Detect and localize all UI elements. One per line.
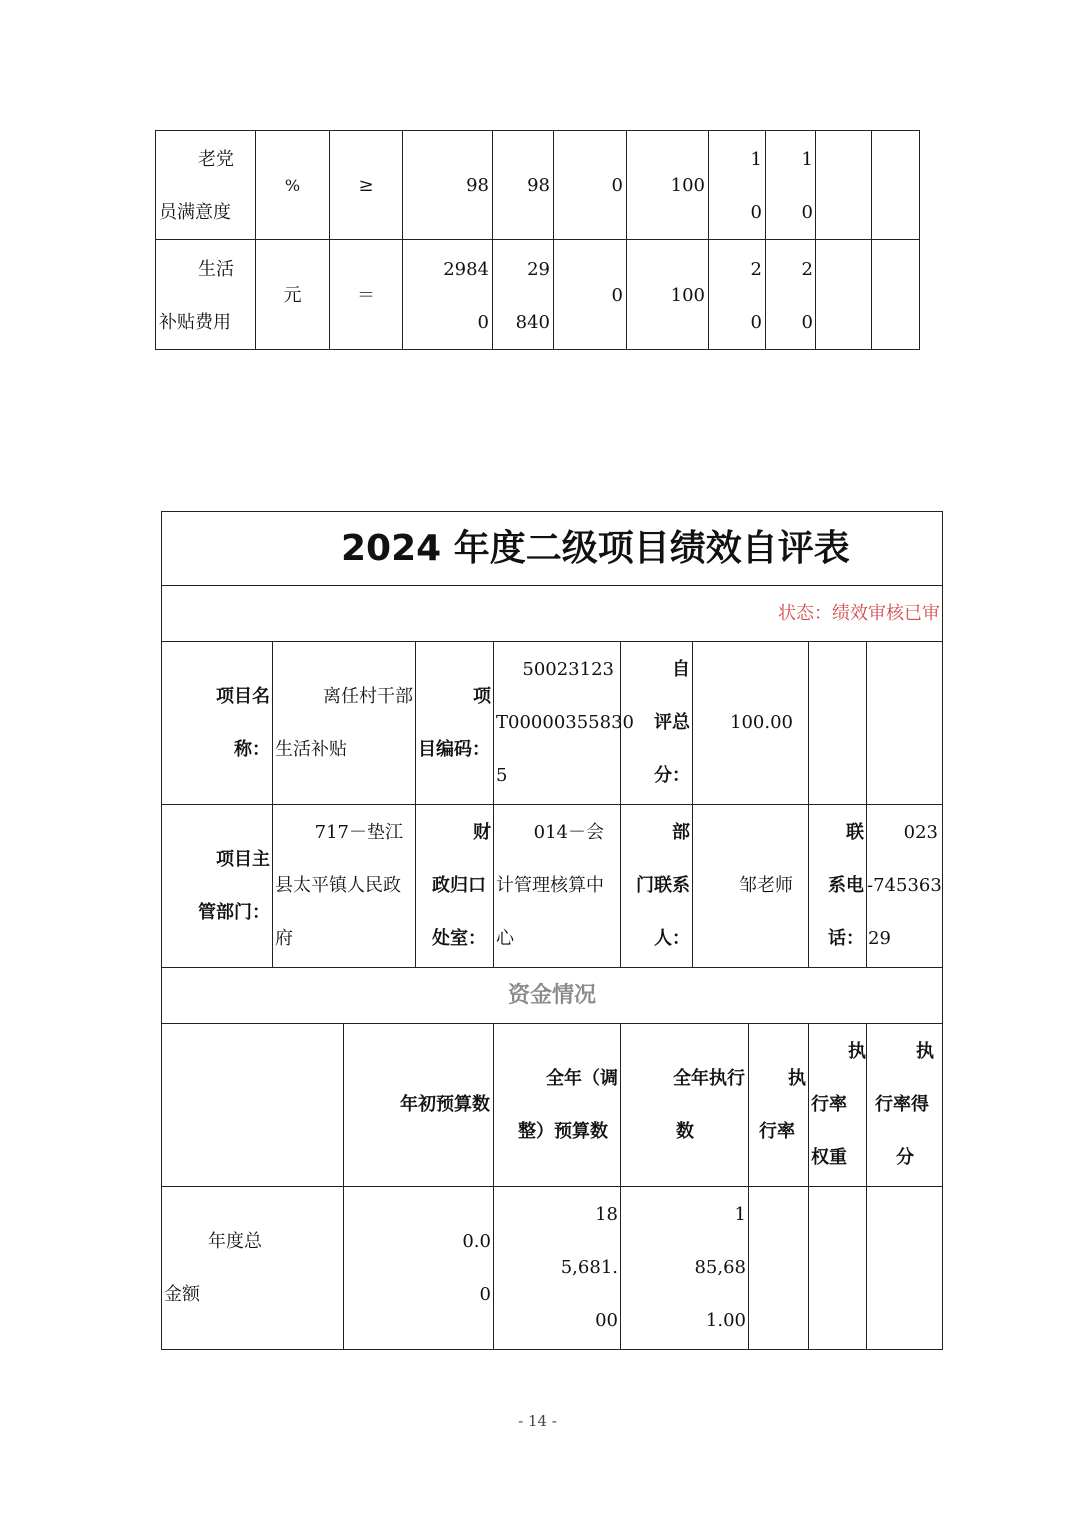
indicator-name-line: 生活 (198, 259, 234, 280)
indicator-col8: 2 (750, 259, 762, 280)
finance-office-value: 014－会 (533, 822, 604, 843)
project-code-label: 目编码： (418, 739, 490, 760)
indicator-col8: 0 (750, 312, 762, 333)
project-code-label: 项 (473, 686, 491, 707)
adjusted-budget-value: 00 (595, 1310, 618, 1331)
indicator-actual: 98 (527, 175, 550, 196)
indicator-actual: 29 (527, 259, 550, 280)
indicator-col8: 1 (750, 149, 762, 170)
indicator-target: 98 (466, 175, 489, 196)
adjusted-budget-value: 18 (595, 1204, 618, 1225)
contact-label: 门联系 (636, 875, 690, 896)
indicator-col9: 2 (801, 259, 813, 280)
phone-label: 联 (846, 822, 864, 843)
funds-section-heading: 资金情况 (507, 983, 596, 1008)
project-name-value: 离任村干部 (323, 686, 413, 707)
executed-header: 数 (676, 1121, 694, 1142)
indicator-unit: 元 (283, 285, 302, 306)
initial-budget-value: 0.0 (462, 1231, 491, 1252)
indicator-col6: 0 (611, 285, 623, 306)
annual-total-label: 金额 (164, 1284, 200, 1305)
dept-value: 府 (275, 928, 293, 949)
indicator-actual: 840 (515, 312, 550, 333)
exec-rate-header: 执 (788, 1068, 806, 1089)
executed-header: 全年执行 (673, 1068, 745, 1089)
phone-label: 系电 (828, 875, 864, 896)
adjusted-budget-header: 全年（调 (546, 1068, 618, 1089)
project-code-value: 5 (496, 765, 508, 786)
indicator-table-row-divider (155, 239, 920, 240)
phone-value: 023 (903, 822, 938, 843)
executed-value: 1 (734, 1204, 746, 1225)
page-number: - 14 - (518, 1412, 557, 1430)
adjusted-budget-value: 5,681. (560, 1257, 618, 1278)
self-score-label: 评总 (654, 712, 690, 733)
project-name-label: 称： (234, 739, 270, 760)
phone-label: 话： (828, 928, 864, 949)
indicator-col7: 100 (670, 175, 705, 196)
initial-budget-value: 0 (479, 1284, 491, 1305)
finance-office-label: 财 (473, 822, 491, 843)
rate-score-header: 执 (916, 1041, 934, 1062)
indicator-name-line: 老党 (198, 149, 234, 170)
finance-office-label: 处室： (432, 928, 486, 949)
contact-label: 部 (672, 822, 690, 843)
dept-label: 项目主 (216, 849, 270, 870)
indicator-name-line: 补贴费用 (159, 312, 231, 333)
finance-office-label: 政归口 (432, 875, 486, 896)
self-score-value: 100.00 (730, 712, 793, 733)
indicator-col6: 0 (611, 175, 623, 196)
indicator-operator: ＝ (357, 285, 375, 306)
self-score-label: 自 (672, 659, 690, 680)
project-name-value: 生活补贴 (275, 739, 347, 760)
status-text: 状态：绩效审核已审 (778, 603, 940, 624)
rate-score-header: 分 (896, 1147, 914, 1168)
rate-weight-header: 执 (848, 1041, 866, 1062)
project-code-value: 50023123 (522, 659, 614, 680)
contact-value: 邹老师 (739, 875, 793, 896)
adjusted-budget-header: 整）预算数 (518, 1121, 608, 1142)
initial-budget-header: 年初预算数 (400, 1094, 490, 1115)
rate-weight-header: 权重 (811, 1147, 847, 1168)
indicator-operator: ≥ (358, 175, 374, 196)
dept-label: 管部门： (198, 902, 270, 923)
indicator-col9: 0 (801, 312, 813, 333)
finance-office-value: 心 (496, 928, 514, 949)
indicator-col9: 1 (801, 149, 813, 170)
executed-value: 1.00 (705, 1310, 746, 1331)
rate-score-header: 行率得 (875, 1094, 929, 1115)
self-score-label: 分： (654, 765, 690, 786)
project-name-label: 项目名 (216, 686, 270, 707)
phone-value: -745363 (867, 875, 942, 896)
indicator-target: 2984 (443, 259, 489, 280)
annual-total-label: 年度总 (208, 1231, 262, 1252)
form-title: 2024 年度二级项目绩效自评表 (341, 528, 850, 569)
contact-label: 人： (654, 928, 690, 949)
finance-office-value: 计管理核算中 (496, 875, 604, 896)
indicator-target: 0 (477, 312, 489, 333)
exec-rate-header: 行率 (759, 1121, 795, 1142)
indicator-unit: % (284, 176, 301, 195)
indicator-col9: 0 (801, 202, 813, 223)
indicator-col7: 100 (670, 285, 705, 306)
phone-value: 29 (868, 928, 891, 949)
dept-value: 县太平镇人民政 (275, 875, 401, 896)
dept-value: 717－垫江 (314, 822, 403, 843)
project-code-value: T00000355830 (496, 712, 634, 733)
indicator-col8: 0 (750, 202, 762, 223)
rate-weight-header: 行率 (811, 1094, 847, 1115)
executed-value: 85,68 (694, 1257, 746, 1278)
indicator-name-line: 员满意度 (159, 202, 231, 223)
